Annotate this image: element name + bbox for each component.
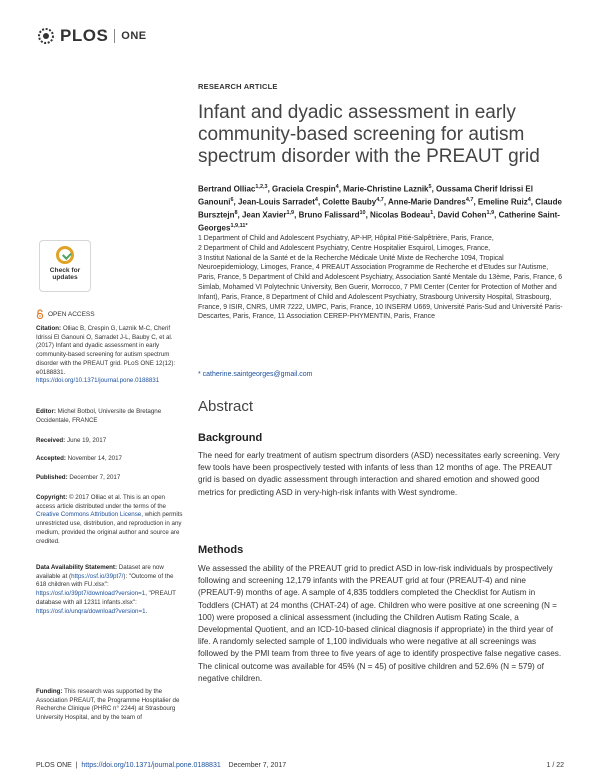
copyright-text-2: , which permits unrestricted use, distribution, and reproduction in any medium, provided the original author and source are credited. bbox=[36, 511, 183, 545]
copyright-text: © 2017 Olliac et al. This is an open access article distributed under the terms of the bbox=[36, 494, 167, 510]
published-block bbox=[36, 474, 184, 483]
check-updates-label: Check for updates bbox=[49, 267, 81, 282]
plos-logo[interactable] bbox=[36, 26, 147, 46]
data-text-3: , "PREAUT database with all 12311 infants.xlsx": bbox=[36, 590, 176, 606]
plos-logo-icon bbox=[36, 26, 56, 46]
citation-block bbox=[36, 325, 184, 386]
author-affiliation-marker: 1,9,11* bbox=[230, 222, 248, 229]
copyright-block bbox=[36, 494, 184, 546]
accepted-block bbox=[36, 455, 184, 464]
footer-journal: PLOS ONE bbox=[36, 762, 72, 769]
funding-block bbox=[36, 688, 184, 723]
data-availability-block bbox=[36, 564, 184, 616]
author-name: Nicolas Bodeau bbox=[370, 210, 431, 220]
received-label: Received: bbox=[36, 437, 66, 444]
editor-text: Michel Botbol, Universite de Bretagne Occidentale, FRANCE bbox=[36, 408, 162, 424]
funding-label: Funding: bbox=[36, 688, 63, 695]
open-access-label: OPEN ACCESS bbox=[48, 310, 95, 318]
author-affiliation-marker: 4 bbox=[527, 196, 531, 203]
author-name: David Cohen bbox=[437, 210, 487, 220]
author-affiliation-marker: 4 bbox=[314, 196, 318, 203]
open-lock-icon bbox=[36, 309, 44, 319]
affiliation-line: 2 Department of Child and Adolescent Psychiatry, Centre Hospitalier Esquirol, Limoges, France, bbox=[198, 244, 491, 252]
background-heading: Background bbox=[198, 432, 263, 444]
citation-text: Olliac B, Crespin G, Laznik M-C, Cherif Idrissi El Ganouni O, Sarradet J-L, Bauby C, et al. (2017) Infant and dyadic assessment in early community-based screening for autism spectrum disorder with the PREAUT grid. PLoS ONE 12(12): e0188831. bbox=[36, 325, 176, 376]
author-name: Jean Xavier bbox=[241, 210, 287, 220]
page-number: 1 / 22 bbox=[546, 762, 564, 769]
logo-journal: ONE bbox=[121, 30, 147, 42]
copyright-label: Copyright: bbox=[36, 494, 68, 501]
citation-doi-link[interactable]: https://doi.org/10.1371/journal.pone.0188831 bbox=[36, 377, 160, 385]
open-access-badge bbox=[36, 309, 95, 319]
affiliations bbox=[198, 234, 564, 322]
accepted-date: November 14, 2017 bbox=[67, 455, 123, 462]
received-date: June 19, 2017 bbox=[66, 437, 107, 444]
citation-label: Citation: bbox=[36, 325, 62, 332]
author-affiliation-marker: 1,9 bbox=[286, 209, 295, 216]
logo-text: PLOS bbox=[60, 26, 109, 45]
affiliation-line: 1 Department of Child and Adolescent Psychiatry, AP-HP, Hôpital Pitié-Salpêtrière, Paris, France, bbox=[198, 235, 494, 242]
author-name: Jean-Louis Sarradet bbox=[237, 197, 315, 207]
author-affiliation-marker: 8 bbox=[234, 209, 238, 216]
author-name: Oussama Cherif Idrissi El Ganouni bbox=[198, 184, 533, 207]
data-text-1: Dataset are now available at ( bbox=[36, 564, 164, 580]
methods-paragraph: We assessed the ability of the PREAUT grid to predict ASD in low-risk individuals by prospectively following and screening 12,179 infants with the PREAUT grid at four (PREAUT-4) and nine (PREAUT-9) months of age. A sample of 4,835 toddlers completed the Checklist for Autism in Toddlers (CHAT) at 24 months (CHAT-24) of age. Children who were positive at one screening (N = 100) were proposed a clinical assessment (including the Children Autism Rating Scale, a Developmental Quotient, and an ICD-10-based clinical diagnosis if appropriate) in the third year of life. A randomly selected sample of 1,100 individuals who were negative at all screenings was followed by the PMI team from three to five years of age to identify prospective false negative cases. The clinical outcome was available for 45% (N = 45) of positive children and 52.6% (N = 579) of negative children. bbox=[198, 564, 562, 683]
check-for-updates-badge[interactable] bbox=[39, 240, 91, 292]
author-name: Graciela Crespin bbox=[272, 184, 336, 194]
article-type-label: RESEARCH ARTICLE bbox=[198, 82, 278, 91]
data-link-3[interactable]: https://osf.io/unqra/download?version=1 bbox=[36, 607, 146, 615]
funding-text: This research was supported by the Association PREAUT, the Programme Hospitalier de Recherche Clinique (PHRC n° 2244) at Strasbourg University Hospital, and by the team of bbox=[36, 688, 180, 722]
author-affiliation-marker: 1,9 bbox=[486, 209, 495, 216]
footer-date: December 7, 2017 bbox=[228, 762, 287, 769]
data-link-2[interactable]: https://osf.io/39pt7/download?version=1 bbox=[36, 590, 146, 598]
methods-heading: Methods bbox=[198, 544, 244, 556]
data-link-1[interactable]: https://osf.io/39pt7/ bbox=[71, 572, 124, 580]
author-name: Claude Bursztejn bbox=[198, 197, 562, 220]
author-name: Bertrand Olliac bbox=[198, 184, 256, 194]
author-affiliation-marker: 4 bbox=[335, 184, 339, 190]
author-affiliation-marker: 4,7 bbox=[376, 196, 384, 203]
received-block bbox=[36, 437, 184, 446]
author-name: Anne-Marie Dandres bbox=[388, 197, 466, 207]
data-text-2: ): "Outcome of the 618 children with FU.xlsx": bbox=[36, 572, 174, 589]
published-date: December 7, 2017 bbox=[69, 474, 121, 481]
author-affiliation-marker: 10 bbox=[359, 209, 366, 216]
author-affiliation-marker: 4,7 bbox=[465, 196, 474, 203]
author-affiliation-marker: 1 bbox=[430, 209, 434, 216]
article-title: Infant and dyadic assessment in early community-based screening for autism spectrum disorder with the PREAUT grid bbox=[198, 102, 540, 167]
author-affiliation-marker: 6 bbox=[230, 196, 234, 203]
author-name: Marie-Christine Laznik bbox=[343, 184, 429, 194]
data-availability-label: Data Availability Statement: bbox=[36, 564, 118, 571]
author-list: Bertrand Olliac$^{1,2,3}$, Graciela Crespin$^4$, Marie-Christine Laznik$^5$, Oussama Cherif Idrissi El Ganouni$^6$, Jean-Louis Sarradet$^4$, Colette Bauby$^{4,7}$, Anne-Marie Dandres$^{4,7}$, Emeline Ruiz$^4$, Claude Bursztejn$^8$, Jean Xavier$^{1,9}$, Bruno Falissard$^{10}$, Nicolas Bodeau$^1$, David Cohen$^{1,9}$, Catherine Saint-Georges$^{1,9,11*}$ bbox=[198, 184, 562, 233]
footer-doi-link[interactable]: https://doi.org/10.1371/journal.pone.0188831 bbox=[81, 762, 221, 769]
author-name: Catherine Saint-Georges bbox=[198, 210, 560, 233]
author-name: Colette Bauby bbox=[322, 197, 377, 207]
logo-divider bbox=[114, 29, 115, 43]
footer-left: PLOS ONE | https://doi.org/10.1371/journal.pone.0188831 December 7, 2017 bbox=[36, 762, 287, 769]
affiliation-line: 3 Institut National de la Santé et de la Recherche Médicale Unité Mixte de Recherche 1094, Tropical Neuroepidemiology, Limoges, France, 4 PREAUT Association Programme de Recherche et d'Etudes sur l'Autisme, Paris, France, 5 Department of Child and Adolescent Psychiatry, Association Santé Mentale du 13ème, Paris, France, 6 Simlab, Mohamed VI Polytechnic University, Ben Guerir, Morrocco, 7 PMI Center (Center for Protection of Mother and Infant), Paris, France, 8 Department of Child and Adolescent Psychiatry, Strasbourg University Hospital, Strasbourg, France, 9 ISIR, CNRS, UMR 7222, UMPC, Paris, France, 10 INSERM U669, Université Paris-Sud and Université Paris-Descartes, Paris, France, 11 Association CEREP-PHYMENTIN, Paris, France bbox=[198, 254, 563, 321]
editor-block bbox=[36, 408, 184, 425]
abstract-heading: Abstract bbox=[198, 398, 254, 415]
background-paragraph: The need for early treatment of autism spectrum disorders (ASD) necessitates early screening. Very few tools have been prospectively tested with infants of less than 12 months of age. The PREAUT grid is based on dyadic assessment through interaction and shared emotion and showed good metrics for predicting ASD in very-high-risk infants with West syndrome. bbox=[198, 451, 560, 497]
check-icon bbox=[56, 246, 74, 264]
editor-label: Editor: bbox=[36, 408, 56, 415]
published-label: Published: bbox=[36, 474, 68, 481]
author-affiliation-marker: 1,2,3 bbox=[255, 184, 268, 190]
author-name: Bruno Falissard bbox=[298, 210, 360, 220]
license-link[interactable]: Creative Commons Attribution License bbox=[36, 511, 142, 519]
data-text-4: . bbox=[145, 607, 148, 615]
accepted-label: Accepted: bbox=[36, 455, 66, 462]
corresponding-email[interactable]: * catherine.saintgeorges@gmail.com bbox=[198, 371, 313, 378]
author-affiliation-marker: 5 bbox=[428, 184, 432, 190]
author-name: Emeline Ruiz bbox=[477, 197, 528, 207]
